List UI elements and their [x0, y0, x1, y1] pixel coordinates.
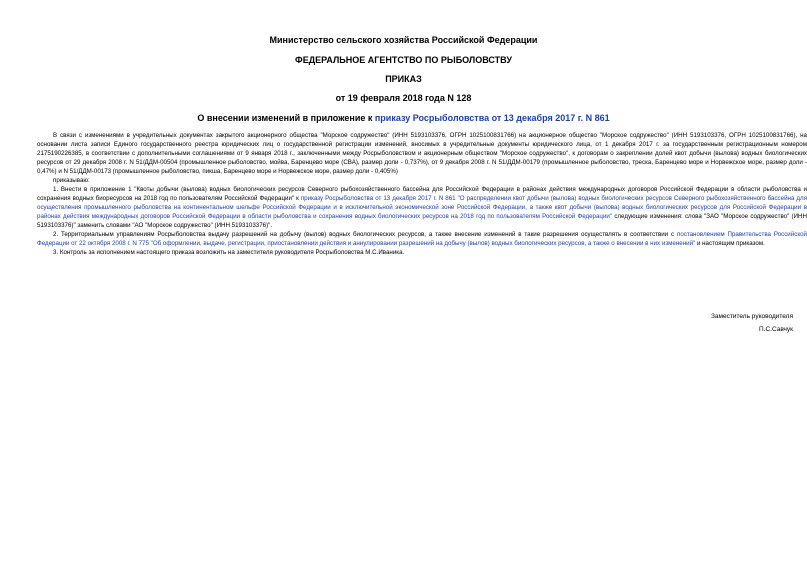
item-2: [37, 231, 807, 249]
order-word: приказываю:: [53, 176, 90, 184]
item-2-text: 2. Территориальным управлениям Росрыболовства выдачу разрешений на добычу (вылов) водных биологических ресурсов, а также внесение изменений в такие разрешения осуществлять в соответствии с: [53, 230, 677, 238]
item-3: 3. Контроль за исполнением настоящего приказа возложить на заместителя руководителя Росрыболовства М.С.Иваника.: [53, 248, 405, 256]
signature-position: Заместитель руководителя: [711, 313, 793, 320]
subject-title: [0, 113, 807, 124]
item-1-tail: следующие изменения: слова "ЗАО "Морское содружество" (ИНН 5193103376)" заменить словами "АО "Морское содружество" (ИНН 5193103376)".: [37, 213, 807, 230]
subject-order-link[interactable]: приказу Росрыболовства от 13 декабря 2017 г. N 861: [374, 113, 610, 123]
ministry-title: Министерство сельского хозяйства Российской Федерации: [269, 35, 538, 45]
agency-title: ФЕДЕРАЛЬНОЕ АГЕНТСТВО ПО РЫБОЛОВСТВУ: [295, 55, 512, 65]
doc-type: ПРИКАЗ: [385, 74, 422, 84]
item-1-text: 1. Внести в приложение 1 "Квоты добычи (вылова) водных биологических ресурсов Северного рыбохозяйственного бассейна для Российской Федерации в районах действия международных договоров Российской Федерации в области рыболовства и сохранения водных биоресурсов на 2018 год по пользователям Российской Федерации" к: [37, 186, 807, 203]
item-2-tail: и настоящим приказом.: [695, 239, 765, 247]
document-body: [37, 132, 807, 258]
signature-name: П.С.Савчук: [758, 326, 793, 333]
resolution-775-link[interactable]: постановлением Правительства Российской Федерации от 22 октября 2008 г. N 775 "Об оформлении, выдаче, регистрации, приостановлении действия и аннулировании разрешений на добычу (вылов) водных биологических ресурсов, а также о внесении в них изменений": [37, 230, 807, 247]
item-1: [37, 186, 807, 231]
signature-block: [711, 310, 793, 336]
order-861-link[interactable]: приказу Росрыболовства от 13 декабря 2017 г. N 861 "О распределении квот добычи (вылова) водных биологических ресурсов Северного рыбохозяйственного бассейна для осуществления промышленного рыболовства на континентальном шельфе Российской Федерации и в исключительной экономической зоне Российской Федерации, а также квот добычи (вылова) водных биологических ресурсов для Российской Федерации в районах действия международных договоров Российской Федерации в области рыболовства и сохранения водных биологических ресурсов на 2018 год по пользователям Российской Федерации": [37, 195, 807, 221]
date-number: от 19 февраля 2018 года N 128: [335, 93, 472, 103]
subject-prefix: О внесении изменений в приложение к: [197, 113, 375, 123]
preamble-paragraph: В связи с изменениями в учредительных документах закрытого акционерного общества "Морское содружество" (ИНН 5193103376, ОГРН 1025100831766) на акционерное общество "Морское содружество" (ИНН 5193103376, ОГРН 1025100831766), на основании листа записи Единого государственного реестра юридических лиц о государственной регистрации изменений, вносимых в учредительные документы юридического лица, от 1 декабря 2017 г. за государственным регистрационным номером 2175190226385, в соответствии с дополнительными соглашениями от 9 января 2018 г., заключенными между Росрыболовством и акционерным обществом "Морское содружество", к договорам о закреплении долей квот добычи (вылова) водных биологических ресурсов от 29 декабря 2008 г. N 51/ДДМ-00504 (промышленное рыболовство, мойва, Баренцево море (СВА), размер доли - 0,737%), от 9 декабря 2008 г. N 51/ДДМ-00179 (промышленное рыболовство, треска, Баренцево море и Норвежское море, размер доли - 0,47%) и N 51/ДДМ-00173 (промышленное рыболовство, пикша, Баренцево море и Норвежское море, размер доли - 0,405%): [37, 132, 807, 175]
